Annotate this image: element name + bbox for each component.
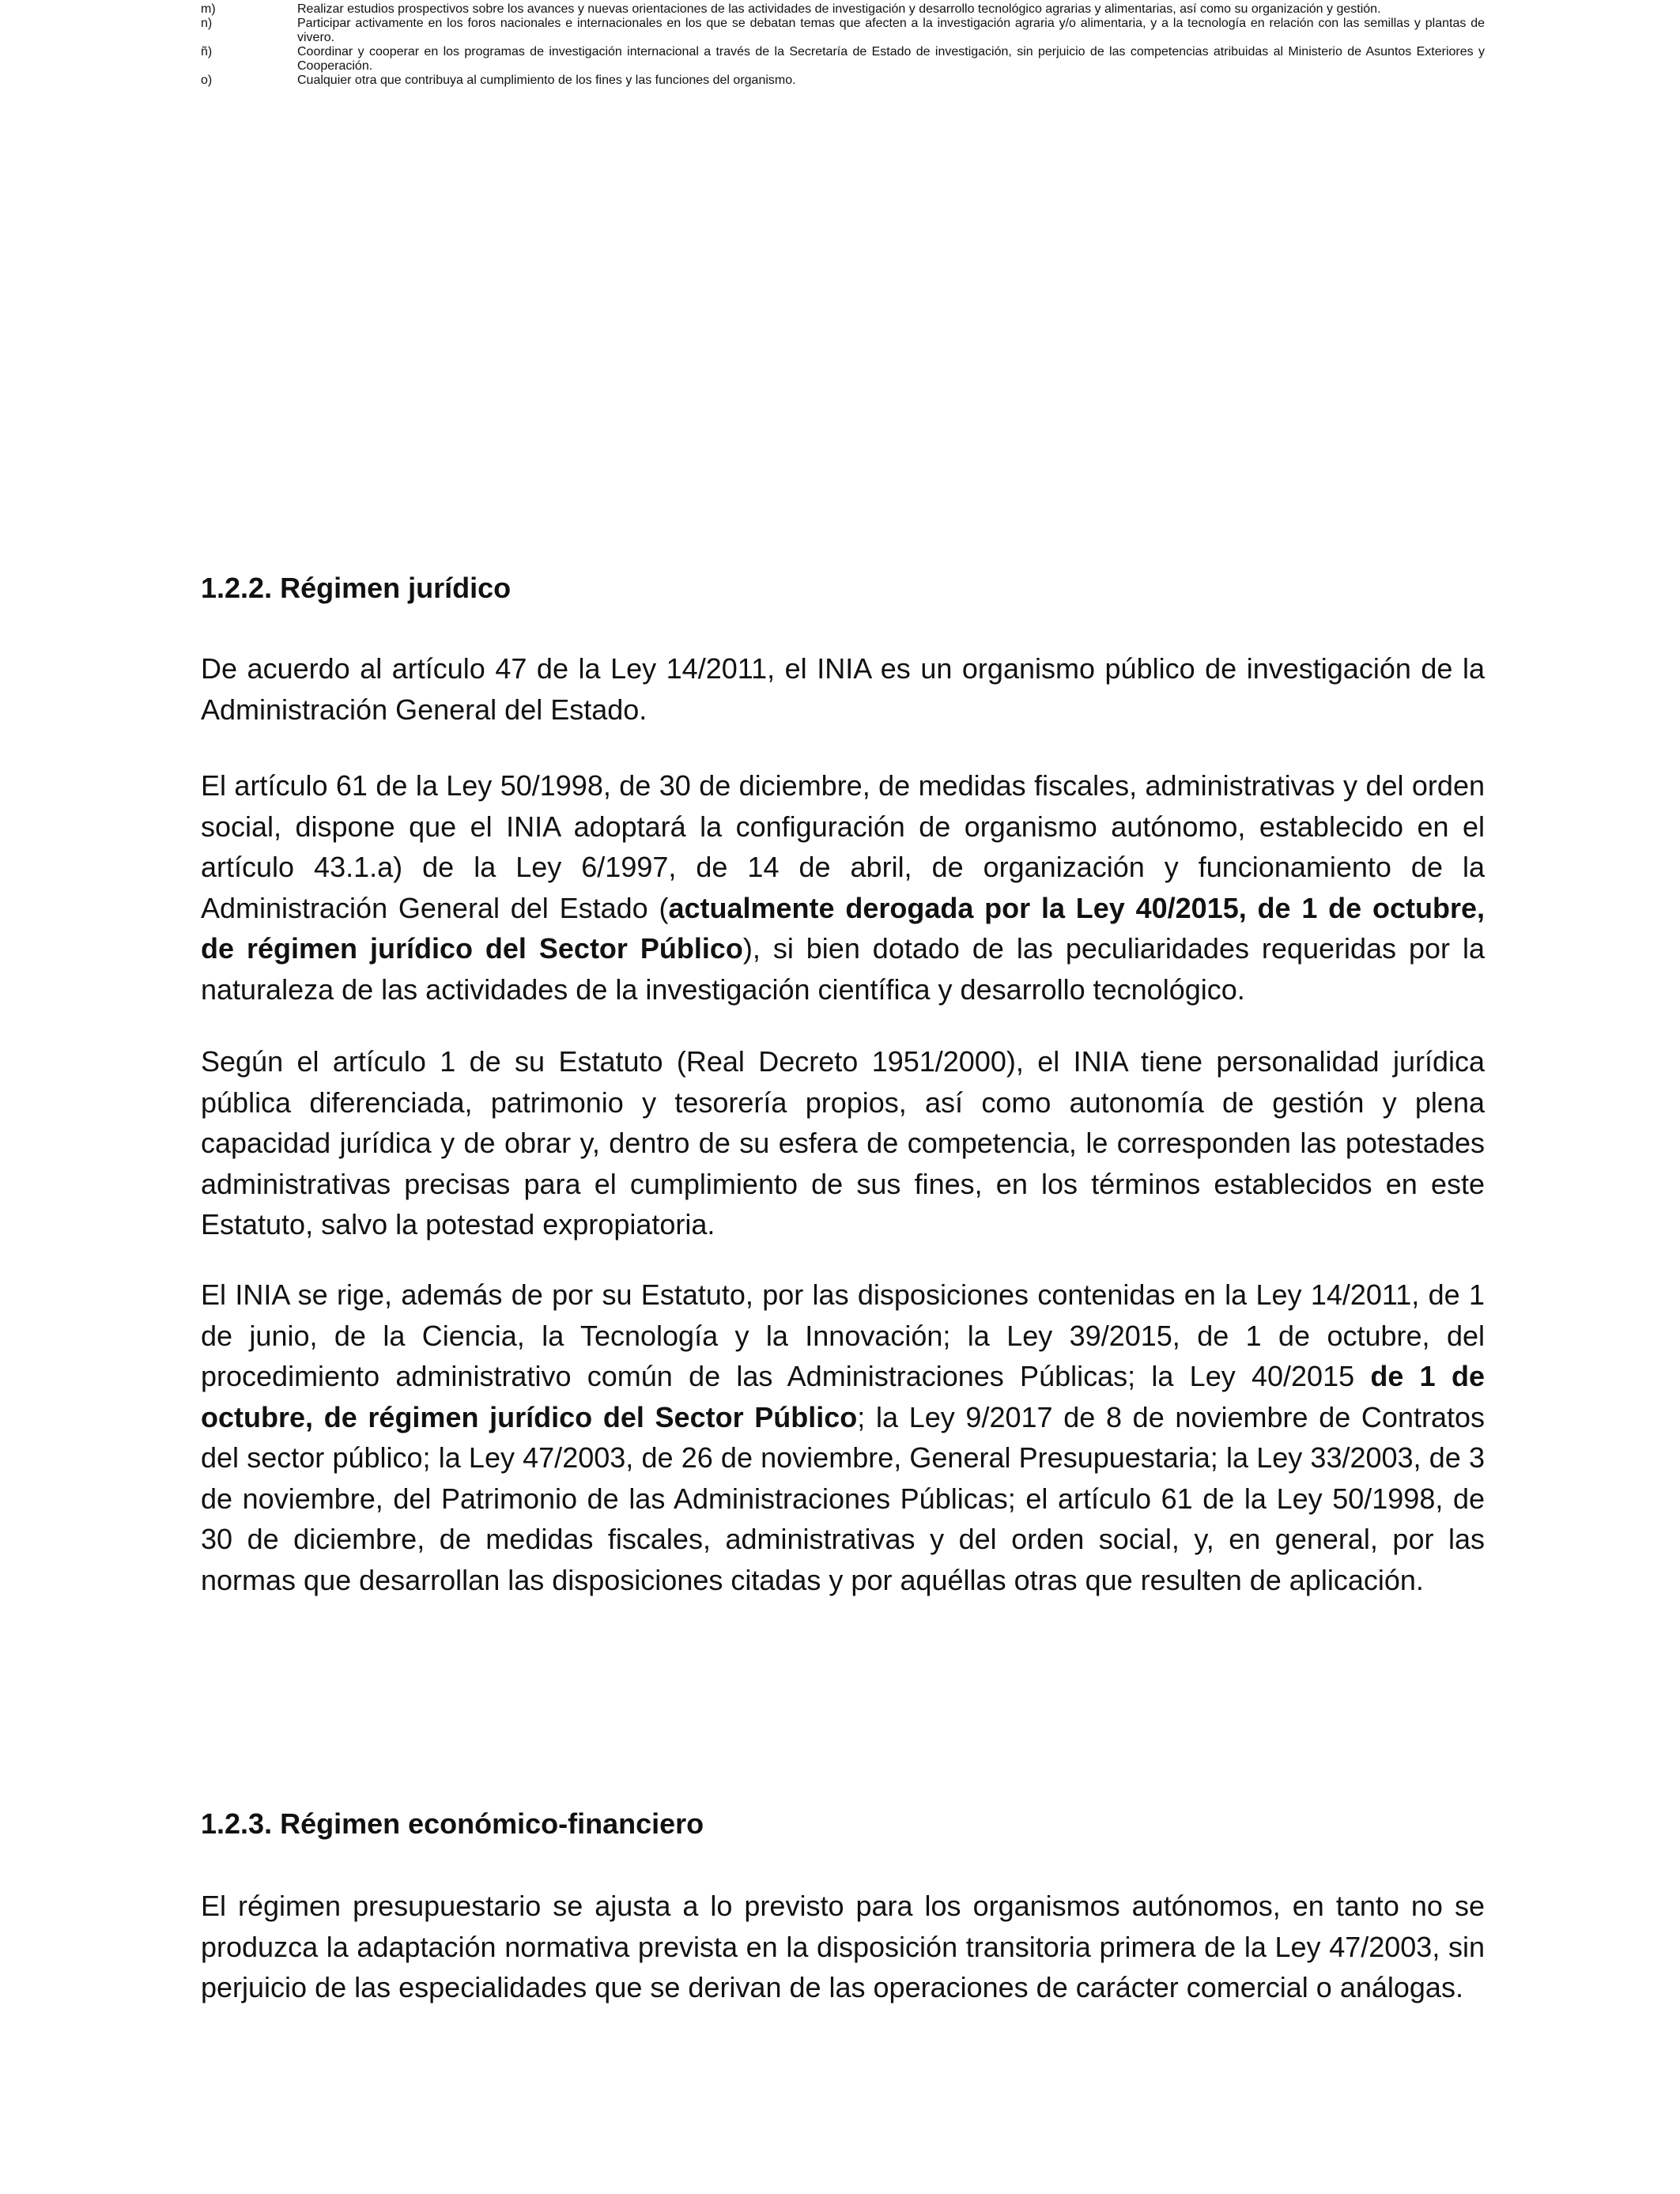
list-marker: m) — [201, 2, 216, 16]
paragraph-estatuto: Según el artículo 1 de su Estatuto (Real Decreto 1951/2000), el INIA tiene personalidad jurídica pública diferenciada, patrimonio y tesorería propios, así como autonomía de gestión y plena capacidad jurídica y de obrar y, dentro de su esfera de competencia, le corresponden las potestades administrativas precisas para el cumplimiento de sus fines, en los términos establecidos en este Estatuto, salvo la potestad expropiatoria. — [201, 1045, 1485, 1240]
paragraph-text: ; la Ley 9/2017 de 8 de noviembre de Contratos del sector público; la Ley 47/2003, de 26 de noviembre, General Presupuestaria; la Ley 33/2003, de 3 de noviembre, del Patrimonio de las Administraciones Públicas; el artículo 61 de la Ley 50/1998, de 30 de diciembre, de medidas fiscales, administrativas y del orden social, y, en general, por las normas que desarrollan las disposiciones citadas y por aquéllas otras que resulten de aplicación. — [201, 1400, 1486, 1596]
list-item-text: Cualquier otra que contribuya al cumplimiento de los fines y las funciones del organismo. — [297, 74, 796, 87]
paragraph-regimen-presupuestario: El régimen presupuestario se ajusta a lo previsto para los organismos autónomos, en tanto no se produzca la adaptación normativa prevista en la disposición transitoria primera de la Ley 47/2003, sin perjuicio de las especialidades que se derivan de las operaciones de carácter comercial o análogas. — [201, 1890, 1485, 2003]
paragraph-text: ), si bien dotado de las peculiaridades requeridas por la naturaleza de las actividades de la investigación científica y desarrollo tecnológico. — [201, 932, 1485, 1006]
list-item-enye — [201, 45, 1485, 74]
list-item-o — [201, 74, 1485, 88]
list-marker: n) — [201, 17, 213, 30]
list-item-text: Realizar estudios prospectivos sobre los avances y nuevas orientaciones de las actividades de investigación y desarrollo tecnológico agrarias y alimentarias, así como su organización y gestión. — [297, 2, 1381, 16]
paragraph-bold-text: de 1 de octubre, de régimen jurídico del Sector Público — [201, 1360, 1485, 1433]
paragraph-normativa — [201, 1274, 1485, 1600]
functions-list-items — [201, 2, 1485, 88]
functions-list — [201, 2, 1485, 88]
paragraph-bold-text: actualmente derogada por la Ley 40/2015, de 1 de octubre, de régimen jurídico del Sector Público — [201, 891, 1485, 965]
section-heading-regimen-juridico: 1.2.2. Régimen jurídico — [201, 572, 512, 604]
list-item-m — [201, 2, 1485, 17]
list-item-n — [201, 17, 1485, 45]
list-item-text: Coordinar y cooperar en los programas de investigación internacional a través de la Secretaría de Estado de investigación, sin perjuicio de las competencias atribuidas al Ministerio de Asuntos Exteriores y Cooperación. — [297, 45, 1485, 73]
section-heading-regimen-economico: 1.2.3. Régimen económico-financiero — [201, 1807, 704, 1840]
list-marker: o) — [201, 74, 213, 87]
list-item-text: Participar activamente en los foros nacionales e internacionales en los que se debatan temas que afecten a la investigación agraria y/o alimentaria, y a la tecnología en relación con las semillas y plantas de vivero. — [297, 17, 1485, 44]
paragraph-ley-50-1998 — [201, 765, 1485, 1010]
paragraph-text: El INIA se rige, además de por su Estatuto, por las disposiciones contenidas en la Ley 14/2011, de 1 de junio, de la Ciencia, la Tecnología y la Innovación; la Ley 39/2015, de 1 de octubre, del procedimiento administrativo común de las Administraciones Públicas; la Ley 40/2015 — [201, 1278, 1485, 1392]
paragraph-text: El artículo 61 de la Ley 50/1998, de 30 de diciembre, de medidas fiscales, administrativas y del orden social, dispone que el INIA adoptará la configuración de organismo autónomo, establecido en el artículo 43.1.a) de la Ley 6/1997, de 14 de abril, de organización y funcionamiento de la Administración General del Estado ( — [201, 769, 1485, 924]
list-marker: ñ) — [201, 45, 213, 59]
paragraph-inia-opi: De acuerdo al artículo 47 de la Ley 14/2011, el INIA es un organismo público de investigación de la Administración General del Estado. — [201, 652, 1485, 726]
